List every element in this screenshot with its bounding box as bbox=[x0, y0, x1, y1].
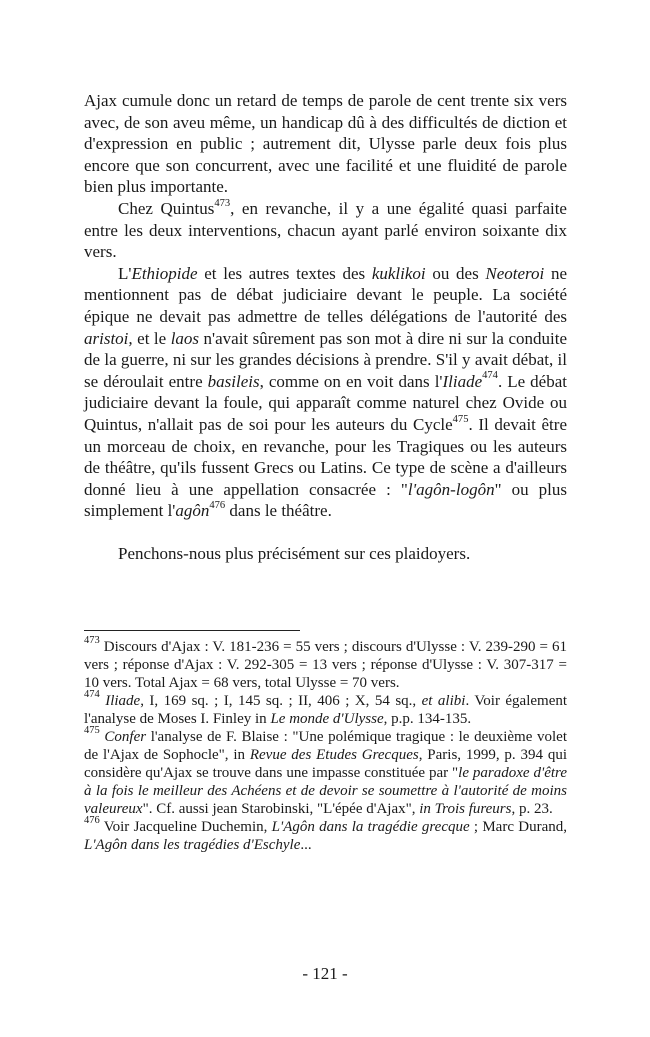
italic-term: le paradoxe d'être à la fois le meilleur des Achéens et de devoir se soumettre à l'autorité de moins valeureux bbox=[84, 765, 567, 817]
footnote-475 bbox=[84, 725, 568, 818]
paragraph-2 bbox=[84, 198, 567, 263]
footnote-text: ... bbox=[300, 837, 312, 853]
italic-term: agôn bbox=[175, 501, 210, 521]
text-run: ne mentionnent pas de débat judiciaire devant le peuple. La société épique ne devait pas admettre de telles délégations de l'autorité des bbox=[84, 263, 568, 326]
italic-term: in Trois fureurs bbox=[419, 801, 512, 817]
text-run: et les autres textes des bbox=[197, 263, 372, 283]
text-run: n'avait sûrement pas son mot à dire ni sur la conduite de la guerre, ni sur les grandes décisions à prendre. S'il y avait débat, il se déroulait entre bbox=[84, 328, 567, 391]
paragraph-3 bbox=[84, 263, 567, 522]
main-text bbox=[84, 90, 567, 565]
text-run: " ou plus simplement l' bbox=[84, 479, 567, 521]
italic-term: laos bbox=[170, 328, 200, 348]
text-run: , en revanche, il y a une égalité quasi parfaite entre les deux interventions, chacun ayant parlé environ soixante dix vers. bbox=[84, 198, 567, 262]
text-run: Chez Quintus bbox=[118, 198, 215, 218]
italic-term: basileis bbox=[207, 371, 260, 391]
footnote-ref-473[interactable]: 473 bbox=[214, 197, 231, 209]
paragraph-4: Penchons-nous plus précisément sur ces plaidoyers. bbox=[118, 544, 471, 564]
footnote-text: Voir Jacqueline Duchemin, bbox=[99, 819, 272, 835]
footnote-text: , p.p. 134-135. bbox=[383, 711, 472, 727]
footnote-ref-474[interactable]: 474 bbox=[482, 370, 498, 382]
footnotes bbox=[84, 635, 568, 854]
footnote-text: , Paris, 1999, p. 394 qui considère qu'Ajax se trouve dans une impasse constituée par " bbox=[84, 747, 567, 781]
italic-term: Iliade bbox=[442, 371, 483, 391]
footnote-text: Discours d'Ajax : V. 181-236 = 55 vers ; discours d'Ulysse : V. 239-290 = 61 vers ; réponse d'Ajax : V. 292-305 = 13 vers ; réponse d'Ulysse : V. 307-317 = 10 vers. Total Ajax = 68 vers, total Ulysse = 70 vers. bbox=[84, 639, 567, 691]
footnote-text: . Voir également l'analyse de Moses I. Finley in bbox=[84, 693, 568, 727]
text-run: , comme on en voit dans l' bbox=[259, 371, 443, 391]
footnote-number: 473 bbox=[84, 635, 100, 647]
italic-term: Le monde d'Ulysse bbox=[270, 711, 384, 727]
page-number: - 121 - bbox=[302, 964, 348, 983]
footnote-474 bbox=[84, 689, 568, 728]
footnote-text: , I, 169 sq. ; I, 145 sq. ; II, 406 ; X, 54 sq., bbox=[140, 693, 422, 709]
italic-term: Confer bbox=[104, 729, 147, 745]
footnote-ref-476[interactable]: 476 bbox=[209, 500, 226, 512]
text-run: et le bbox=[132, 328, 171, 348]
italic-term: kuklikoi bbox=[371, 263, 426, 283]
text-run: ou des bbox=[425, 263, 486, 283]
footnote-473 bbox=[84, 635, 567, 692]
footnote-number: 476 bbox=[84, 815, 100, 827]
text-run: . Le débat judiciaire devant la foule, qui apparaît comme naturel chez Ovide ou Quintus, n'allait pas de soi pour les auteurs du Cycle bbox=[84, 371, 567, 434]
italic-term: L'Agôn dans la tragédie grecque bbox=[271, 819, 470, 835]
footnote-text: l'analyse de F. Blaise : "Une polémique tragique : le deuxième volet de l'Ajax de Sophocle", in bbox=[84, 729, 568, 763]
italic-term: Revue des Etudes Grecques bbox=[249, 747, 419, 763]
footnote-text: ; Marc Durand, bbox=[469, 819, 567, 835]
footnote-separator bbox=[84, 630, 300, 631]
text-run: dans le théâtre. bbox=[225, 501, 332, 521]
italic-term: Neoteroi bbox=[485, 263, 545, 283]
footnote-ref-475[interactable]: 475 bbox=[452, 413, 469, 425]
paragraph-1: Ajax cumule donc un retard de temps de parole de cent trente six vers avec, de son aveu même, un handicap dû à des difficultés de diction et d'expression en public ; autrement dit, Ulysse parle deux fois plus encore que son concurrent, avec une facilité et une fluidité de parole bien plus importante. bbox=[84, 91, 567, 197]
text-run: L' bbox=[118, 263, 132, 283]
footnote-476 bbox=[84, 815, 567, 854]
footnote-number: 475 bbox=[84, 725, 100, 737]
footnote-number: 474 bbox=[84, 689, 100, 701]
footnote-text: ". Cf. aussi jean Starobinski, "L'épée d'Ajax", bbox=[142, 801, 420, 817]
text-run: . Il devait être un morceau de choix, en revanche, pour les Tragiques ou les auteurs de théâtre, qu'ils fussent Grecs ou Latins. Ce type de scène a d'ailleurs donné lieu à une appellation consacrée : " bbox=[84, 414, 567, 499]
italic-term: L'Agôn dans les tragédies d'Eschyle bbox=[84, 837, 301, 853]
footnote-text: , p. 23. bbox=[511, 801, 553, 817]
italic-term: Ethiopide bbox=[131, 263, 198, 283]
italic-term: l'agôn-logôn bbox=[407, 479, 495, 499]
italic-term: Iliade bbox=[105, 693, 141, 709]
italic-term: aristoi, bbox=[84, 328, 133, 348]
italic-term: et alibi bbox=[421, 693, 466, 709]
